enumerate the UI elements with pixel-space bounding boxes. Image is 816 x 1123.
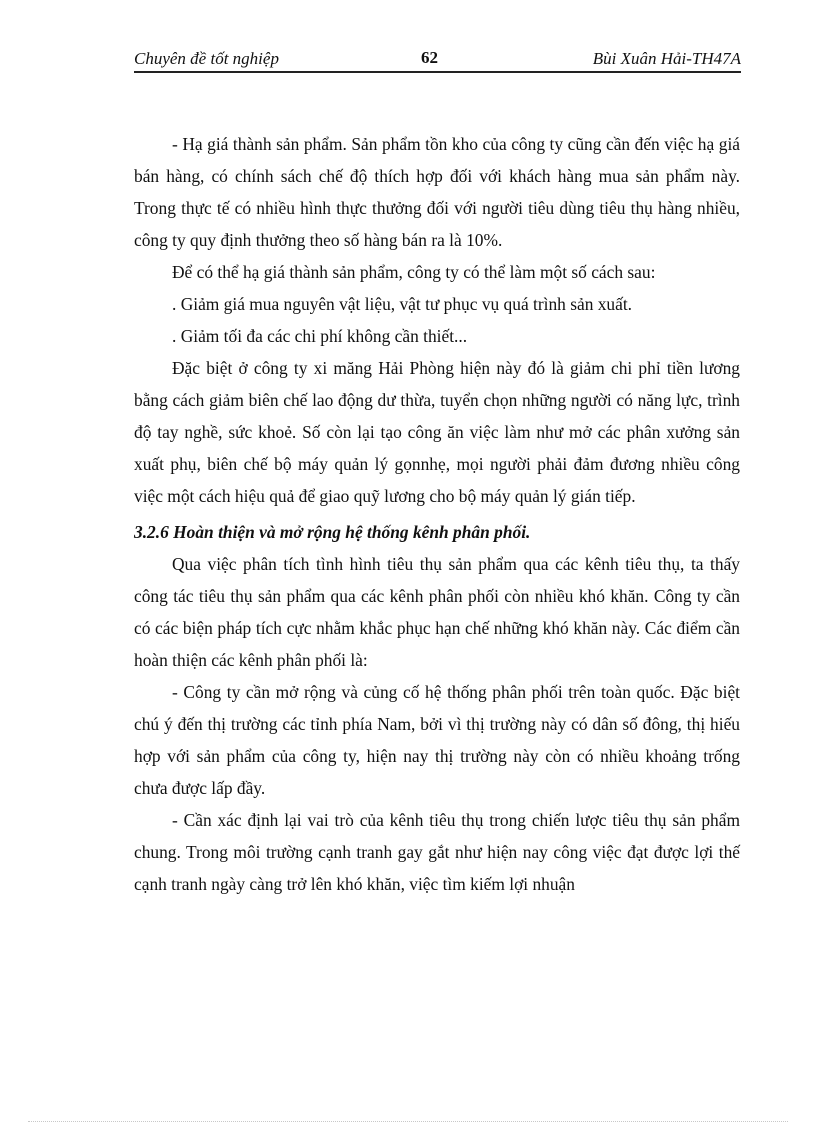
paragraph: . Giảm giá mua nguyên vật liệu, vật tư phục vụ quá trình sản xuất. (172, 294, 633, 314)
page-number: 62 (421, 48, 438, 67)
paragraph: - Hạ giá thành sản phẩm. Sản phẩm tồn kho của công ty cũng cần đến việc hạ giá bán hàng, có chính sách chế độ thích hợp đối với khách hàng mua sản phẩm này. Trong thực tế có nhiều hình thực thưởng đối với người tiêu dùng tiêu thụ hàng nhiều, công ty quy định thưởng theo số hàng bán ra là 10%. (134, 134, 740, 250)
paragraph: - Cần xác định lại vai trò của kênh tiêu thụ trong chiến lược tiêu thụ sản phẩm chung. Trong môi trường cạnh tranh gay gắt như hiện nay công việc đạt được lợi thế cạnh tranh ngày càng trở lên khó khăn, việc tìm kiếm lợi nhuận (134, 810, 740, 894)
paragraph: Đặc biệt ở công ty xi măng Hải Phòng hiện này đó là giảm chi phỉ tiền lương bằng cách giảm biên chế lao động dư thừa, tuyển chọn những người có năng lực, trình độ tay nghề, sức khoẻ. Số còn lại tạo công ăn việc làm như mở các phân xưởng sản xuất phụ, biên chế bộ máy quản lý gọnnhẹ, mọi người phải đảm đương nhiều công việc một cách hiệu quả để giao quỹ lương cho bộ máy quản lý gián tiếp. (134, 358, 740, 506)
paragraph: Để có thể hạ giá thành sản phẩm, công ty có thể làm một số cách sau: (172, 262, 656, 282)
header-author: Bùi Xuân Hải-TH47A (592, 49, 741, 68)
paragraph: Qua việc phân tích tình hình tiêu thụ sản phẩm qua các kênh tiêu thụ, ta thấy công tác tiêu thụ sản phẩm qua các kênh phân phối còn nhiều khó khăn. Công ty cần có các biện pháp tích cực nhằm khắc phục hạn chế những khó khăn này. Các điểm cần hoàn thiện các kênh phân phối là: (134, 554, 740, 670)
paragraph: . Giảm tối đa các chi phí không cần thiết... (172, 326, 468, 346)
page-bottom-divider (28, 1121, 788, 1122)
section-heading: 3.2.6 Hoàn thiện và mở rộng hệ thống kênh phân phối. (134, 522, 531, 542)
header-document-title: Chuyên đề tốt nghiệp (134, 49, 279, 68)
document-body (134, 128, 740, 900)
page-header (134, 47, 741, 73)
paragraph: - Công ty cần mở rộng và củng cố hệ thống phân phối trên toàn quốc. Đặc biệt chú ý đến thị trường các tỉnh phía Nam, bởi vì thị trường này có dân số đông, thị hiếu hợp với sản phẩm của công ty, hiện nay thị trường này còn có nhiều khoảng trống chưa được lấp đầy. (134, 682, 740, 798)
